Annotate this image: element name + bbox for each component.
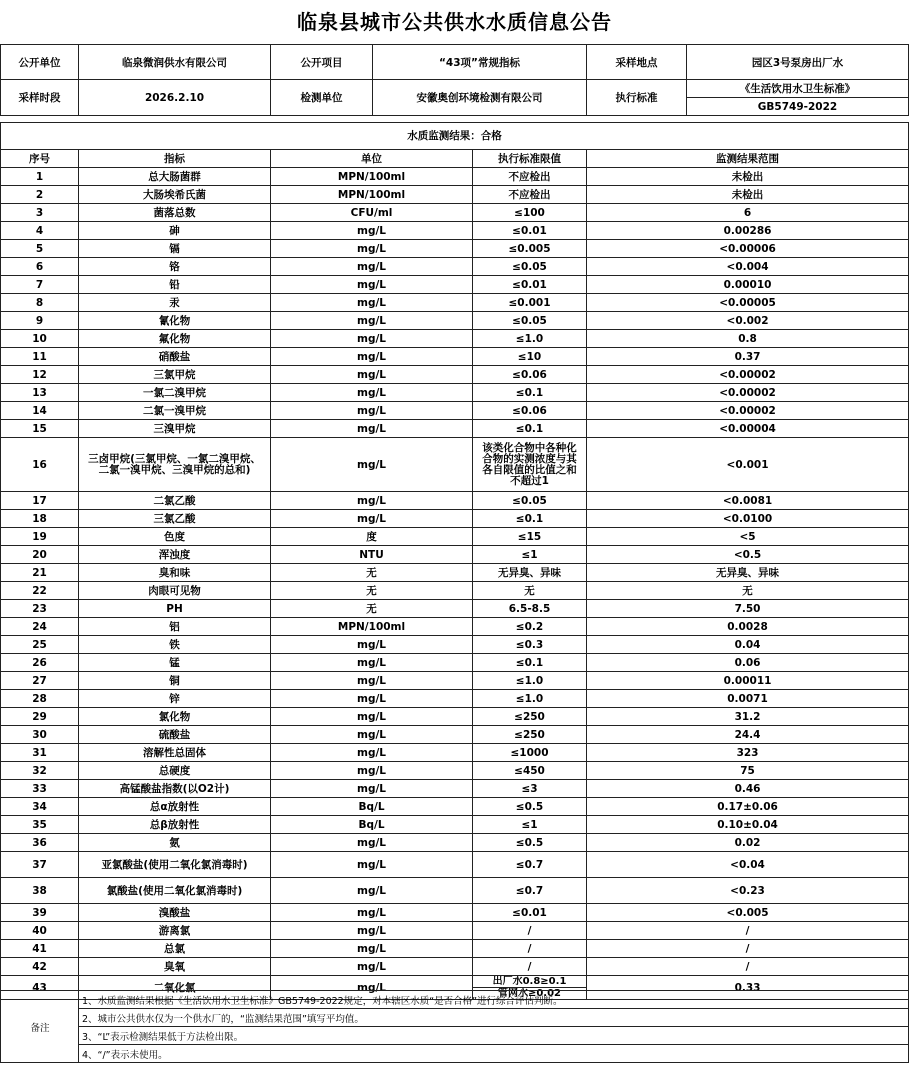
table-row: [1, 958, 909, 976]
row-name: [79, 438, 271, 492]
text-line: 三卤甲烷(三氯甲烷、一氯二溴甲烷、: [88, 452, 261, 465]
row-result: 0.00010: [587, 276, 909, 294]
row-limit: 不应检出: [473, 168, 587, 186]
row-result: <5: [587, 528, 909, 546]
row-result: 6: [587, 204, 909, 222]
table-row: [1, 438, 909, 492]
row-result: <0.00002: [587, 402, 909, 420]
row-name: PH: [79, 600, 271, 618]
row-result: <0.5: [587, 546, 909, 564]
row-result: 未检出: [587, 168, 909, 186]
row-name: 溶解性总固体: [79, 744, 271, 762]
item-value: “43项”常规指标: [373, 45, 587, 80]
row-limit: ≤1: [473, 816, 587, 834]
row-unit: mg/L: [271, 420, 473, 438]
row-name: 游离氯: [79, 922, 271, 940]
row-limit: 不应检出: [473, 186, 587, 204]
row-unit: mg/L: [271, 294, 473, 312]
table-row: [1, 402, 909, 420]
row-unit: mg/L: [271, 348, 473, 366]
row-name: 硫酸盐: [79, 726, 271, 744]
text-line: 各自限值的比值之和: [482, 463, 577, 476]
row-no: 41: [1, 940, 79, 958]
row-unit: mg/L: [271, 904, 473, 922]
row-unit: mg/L: [271, 852, 473, 878]
row-result: 0.33: [587, 976, 909, 1000]
text-line: 不超过1: [510, 474, 549, 487]
row-name: 铁: [79, 636, 271, 654]
row-unit: mg/L: [271, 878, 473, 904]
header-unit: 单位: [271, 150, 473, 168]
row-unit: mg/L: [271, 744, 473, 762]
row-limit: ≤0.05: [473, 258, 587, 276]
row-result: 0.37: [587, 348, 909, 366]
row-unit: 度: [271, 528, 473, 546]
row-name: 氯酸盐(使用二氧化氯消毒时): [79, 878, 271, 904]
row-unit: mg/L: [271, 384, 473, 402]
table-row: [1, 312, 909, 330]
row-limit: ≤0.3: [473, 636, 587, 654]
row-name: 高锰酸盐指数(以O2计): [79, 780, 271, 798]
row-no: 36: [1, 834, 79, 852]
row-no: 42: [1, 958, 79, 976]
row-name: 三氯乙酸: [79, 510, 271, 528]
table-row: [1, 726, 909, 744]
row-result: <0.00005: [587, 294, 909, 312]
row-unit: MPN/100ml: [271, 186, 473, 204]
table-row: [1, 348, 909, 366]
row-no: 25: [1, 636, 79, 654]
note-item: 4、“/”表示未使用。: [79, 1045, 909, 1063]
row-no: 10: [1, 330, 79, 348]
row-no: 31: [1, 744, 79, 762]
row-limit: ≤1.0: [473, 330, 587, 348]
row-no: 32: [1, 762, 79, 780]
row-result: <0.23: [587, 878, 909, 904]
table-row: [1, 168, 909, 186]
row-name: 菌落总数: [79, 204, 271, 222]
table-row: [1, 762, 909, 780]
row-result: <0.0100: [587, 510, 909, 528]
summary-result: 水质监测结果：合格: [1, 123, 909, 150]
row-limit: ≤0.01: [473, 222, 587, 240]
notes-label: 备注: [1, 991, 79, 1063]
row-unit: mg/L: [271, 976, 473, 1000]
table-row: [1, 780, 909, 798]
table-row: [1, 384, 909, 402]
row-limit: ≤0.01: [473, 276, 587, 294]
row-unit: mg/L: [271, 510, 473, 528]
table-row: [1, 834, 909, 852]
lab-value: 安徽奥创环境检测有限公司: [373, 80, 587, 116]
row-no: 4: [1, 222, 79, 240]
row-unit: Bq/L: [271, 816, 473, 834]
row-name: 总氯: [79, 940, 271, 958]
row-name: 二氯乙酸: [79, 492, 271, 510]
table-row: [1, 636, 909, 654]
row-no: 8: [1, 294, 79, 312]
row-result: 0.0071: [587, 690, 909, 708]
row-no: 1: [1, 168, 79, 186]
row-name: 二氯一溴甲烷: [79, 402, 271, 420]
row-result: 0.04: [587, 636, 909, 654]
row-limit: ≤1.0: [473, 690, 587, 708]
table-row: [1, 904, 909, 922]
row-result: 0.02: [587, 834, 909, 852]
row-result: 31.2: [587, 708, 909, 726]
row-result: <0.00002: [587, 366, 909, 384]
row-name: 总β放射性: [79, 816, 271, 834]
note-item: 1、水质监测结果根据《生活饮用水卫生标准》GB5749-2022规定，对本辖区水质“是否合格”进行综合评估判断。: [79, 991, 909, 1009]
table-row: [1, 366, 909, 384]
table-row: [1, 744, 909, 762]
table-row: [1, 294, 909, 312]
table-row: [1, 878, 909, 904]
row-no: 12: [1, 366, 79, 384]
site-value: 园区3号泵房出厂水: [687, 45, 909, 80]
std-value-name: 《生活饮用水卫生标准》: [687, 80, 909, 98]
row-limit: 无: [473, 582, 587, 600]
row-limit: /: [473, 922, 587, 940]
row-limit: ≤0.005: [473, 240, 587, 258]
row-no: 22: [1, 582, 79, 600]
row-unit: mg/L: [271, 922, 473, 940]
row-limit: ≤0.5: [473, 798, 587, 816]
table-row: [1, 528, 909, 546]
row-unit: mg/L: [271, 958, 473, 976]
row-result: 0.46: [587, 780, 909, 798]
row-name: 大肠埃希氏菌: [79, 186, 271, 204]
row-limit: ≤0.2: [473, 618, 587, 636]
row-limit: ≤0.06: [473, 366, 587, 384]
row-limit: ≤0.001: [473, 294, 587, 312]
row-no: 17: [1, 492, 79, 510]
table-row: [1, 976, 909, 988]
row-unit: mg/L: [271, 240, 473, 258]
row-result: 无异臭、异味: [587, 564, 909, 582]
row-name: 总硬度: [79, 762, 271, 780]
row-limit: ≤0.1: [473, 654, 587, 672]
row-no: 37: [1, 852, 79, 878]
row-limit: ≤0.7: [473, 878, 587, 904]
row-unit: mg/L: [271, 654, 473, 672]
row-limit: ≤0.06: [473, 402, 587, 420]
row-result: <0.00006: [587, 240, 909, 258]
quality-table: [0, 122, 909, 1000]
row-unit: mg/L: [271, 940, 473, 958]
site-label: 采样地点: [587, 45, 687, 80]
row-no: 7: [1, 276, 79, 294]
row-unit: mg/L: [271, 402, 473, 420]
std-value-code: GB5749-2022: [687, 98, 909, 116]
row-result: 未检出: [587, 186, 909, 204]
table-row: [1, 672, 909, 690]
row-no: 23: [1, 600, 79, 618]
row-unit: mg/L: [271, 636, 473, 654]
row-unit: mg/L: [271, 780, 473, 798]
row-limit: ≤0.01: [473, 904, 587, 922]
row-limit: /: [473, 940, 587, 958]
row-name: 总大肠菌群: [79, 168, 271, 186]
row-limit: ≤0.1: [473, 420, 587, 438]
note-item: 3、“L”表示检测结果低于方法检出限。: [79, 1027, 909, 1045]
row-result: 323: [587, 744, 909, 762]
table-row: [1, 222, 909, 240]
row-limit: ≤250: [473, 708, 587, 726]
row-name: 三氯甲烷: [79, 366, 271, 384]
row-name: 臭和味: [79, 564, 271, 582]
table-row: [1, 690, 909, 708]
row-name: 氰化物: [79, 312, 271, 330]
row-result: 7.50: [587, 600, 909, 618]
row-limit: 管网水≥0.02: [473, 988, 587, 1000]
row-no: 27: [1, 672, 79, 690]
row-no: 38: [1, 878, 79, 904]
text-line: 合物的实测浓度与其: [482, 452, 577, 465]
row-name: 铝: [79, 618, 271, 636]
row-unit: Bq/L: [271, 798, 473, 816]
row-no: 40: [1, 922, 79, 940]
row-result: 0.06: [587, 654, 909, 672]
std-label: 执行标准: [587, 80, 687, 116]
row-result: <0.001: [587, 438, 909, 492]
row-name: 硝酸盐: [79, 348, 271, 366]
unit-value: 临泉微润供水有限公司: [79, 45, 271, 80]
row-limit: ≤0.05: [473, 492, 587, 510]
row-unit: NTU: [271, 546, 473, 564]
row-result: 无: [587, 582, 909, 600]
row-result: <0.04: [587, 852, 909, 878]
table-row: [1, 564, 909, 582]
row-limit: ≤1000: [473, 744, 587, 762]
row-name: 肉眼可见物: [79, 582, 271, 600]
row-unit: mg/L: [271, 366, 473, 384]
row-no: 6: [1, 258, 79, 276]
row-no: 24: [1, 618, 79, 636]
row-name: 一氯二溴甲烷: [79, 384, 271, 402]
row-unit: mg/L: [271, 708, 473, 726]
row-unit: mg/L: [271, 330, 473, 348]
item-label: 公开项目: [271, 45, 373, 80]
row-limit: ≤0.1: [473, 510, 587, 528]
row-result: 0.00286: [587, 222, 909, 240]
row-no: 29: [1, 708, 79, 726]
row-result: 24.4: [587, 726, 909, 744]
row-limit: [473, 438, 587, 492]
row-limit: ≤15: [473, 528, 587, 546]
page-title: 临泉县城市公共供水水质信息公告: [297, 10, 612, 34]
row-limit: 6.5-8.5: [473, 600, 587, 618]
row-name: 溴酸盐: [79, 904, 271, 922]
row-no: 43: [1, 976, 79, 1000]
row-limit: ≤450: [473, 762, 587, 780]
table-row: [1, 654, 909, 672]
row-result: <0.002: [587, 312, 909, 330]
row-result: /: [587, 922, 909, 940]
row-result: <0.005: [587, 904, 909, 922]
row-no: 33: [1, 780, 79, 798]
table-row: [1, 922, 909, 940]
row-no: 16: [1, 438, 79, 492]
table-row: [1, 582, 909, 600]
row-limit: ≤0.1: [473, 384, 587, 402]
table-row: [1, 276, 909, 294]
row-no: 3: [1, 204, 79, 222]
table-row: [1, 618, 909, 636]
row-limit: ≤1: [473, 546, 587, 564]
table-row: [1, 816, 909, 834]
row-limit: /: [473, 958, 587, 976]
row-result: <0.004: [587, 258, 909, 276]
row-name: 氨: [79, 834, 271, 852]
row-no: 20: [1, 546, 79, 564]
row-limit: ≤3: [473, 780, 587, 798]
row-unit: mg/L: [271, 438, 473, 492]
info-table: [0, 44, 909, 116]
row-limit: ≤100: [473, 204, 587, 222]
row-name: 色度: [79, 528, 271, 546]
row-unit: mg/L: [271, 312, 473, 330]
row-unit: 无: [271, 600, 473, 618]
row-unit: mg/L: [271, 222, 473, 240]
row-unit: mg/L: [271, 276, 473, 294]
row-limit: ≤1.0: [473, 672, 587, 690]
row-unit: mg/L: [271, 762, 473, 780]
row-name: 铬: [79, 258, 271, 276]
header-result: 监测结果范围: [587, 150, 909, 168]
row-unit: mg/L: [271, 672, 473, 690]
row-no: 18: [1, 510, 79, 528]
table-row: [1, 600, 909, 618]
row-limit: ≤250: [473, 726, 587, 744]
row-result: 0.17±0.06: [587, 798, 909, 816]
row-result: 0.00011: [587, 672, 909, 690]
table-row: [1, 492, 909, 510]
table-row: [1, 940, 909, 958]
row-unit: CFU/ml: [271, 204, 473, 222]
row-no: 9: [1, 312, 79, 330]
table-row: [1, 708, 909, 726]
row-name: 浑浊度: [79, 546, 271, 564]
row-unit: MPN/100ml: [271, 168, 473, 186]
unit-label: 公开单位: [1, 45, 79, 80]
row-no: 26: [1, 654, 79, 672]
row-name: 氯化物: [79, 708, 271, 726]
table-row: [1, 186, 909, 204]
row-name: 氟化物: [79, 330, 271, 348]
row-no: 11: [1, 348, 79, 366]
row-name: 铜: [79, 672, 271, 690]
table-row: [1, 546, 909, 564]
row-result: 0.0028: [587, 618, 909, 636]
row-unit: 无: [271, 582, 473, 600]
row-name: 总α放射性: [79, 798, 271, 816]
table-row: [1, 510, 909, 528]
row-limit: ≤0.5: [473, 834, 587, 852]
row-name: 臭氧: [79, 958, 271, 976]
row-limit: 出厂水0.8≥0.1: [473, 976, 587, 988]
text-line: 该类化合物中各种化: [482, 441, 577, 454]
table-row: [1, 258, 909, 276]
row-no: 19: [1, 528, 79, 546]
row-no: 28: [1, 690, 79, 708]
row-no: 30: [1, 726, 79, 744]
row-result: /: [587, 940, 909, 958]
row-no: 34: [1, 798, 79, 816]
header-limit: 执行标准限值: [473, 150, 587, 168]
row-result: <0.0081: [587, 492, 909, 510]
period-value: 2026.2.10: [79, 80, 271, 116]
row-unit: 无: [271, 564, 473, 582]
table-row: [1, 420, 909, 438]
row-no: 21: [1, 564, 79, 582]
row-unit: mg/L: [271, 726, 473, 744]
row-unit: mg/L: [271, 690, 473, 708]
lab-label: 检测单位: [271, 80, 373, 116]
row-name: 砷: [79, 222, 271, 240]
row-no: 39: [1, 904, 79, 922]
row-unit: mg/L: [271, 492, 473, 510]
row-result: 0.8: [587, 330, 909, 348]
row-name: 铅: [79, 276, 271, 294]
row-name: 亚氯酸盐(使用二氧化氯消毒时): [79, 852, 271, 878]
period-label: 采样时段: [1, 80, 79, 116]
table-row: [1, 852, 909, 878]
table-row: [1, 204, 909, 222]
row-name: 三溴甲烷: [79, 420, 271, 438]
table-row: [1, 330, 909, 348]
row-result: 75: [587, 762, 909, 780]
table-row: [1, 240, 909, 258]
row-name: 汞: [79, 294, 271, 312]
row-unit: MPN/100ml: [271, 618, 473, 636]
notes-table: [0, 990, 909, 1063]
row-result: <0.00004: [587, 420, 909, 438]
row-no: 15: [1, 420, 79, 438]
header-no: 序号: [1, 150, 79, 168]
row-result: 0.10±0.04: [587, 816, 909, 834]
note-item: 2、城市公共供水仅为一个供水厂的，“监测结果范围”填写平均值。: [79, 1009, 909, 1027]
header-name: 指标: [79, 150, 271, 168]
row-no: 14: [1, 402, 79, 420]
row-unit: mg/L: [271, 834, 473, 852]
row-limit: 无异臭、异味: [473, 564, 587, 582]
row-result: <0.00002: [587, 384, 909, 402]
row-name: 锌: [79, 690, 271, 708]
row-no: 5: [1, 240, 79, 258]
text-line: 二氯一溴甲烷、三溴甲烷的总和): [98, 463, 251, 476]
table-row: [1, 798, 909, 816]
row-limit: ≤10: [473, 348, 587, 366]
row-limit: ≤0.7: [473, 852, 587, 878]
row-no: 13: [1, 384, 79, 402]
row-limit: ≤0.05: [473, 312, 587, 330]
row-name: 二氧化氯: [79, 976, 271, 1000]
row-unit: mg/L: [271, 258, 473, 276]
row-no: 2: [1, 186, 79, 204]
row-name: 锰: [79, 654, 271, 672]
row-no: 35: [1, 816, 79, 834]
row-result: /: [587, 958, 909, 976]
row-name: 镉: [79, 240, 271, 258]
